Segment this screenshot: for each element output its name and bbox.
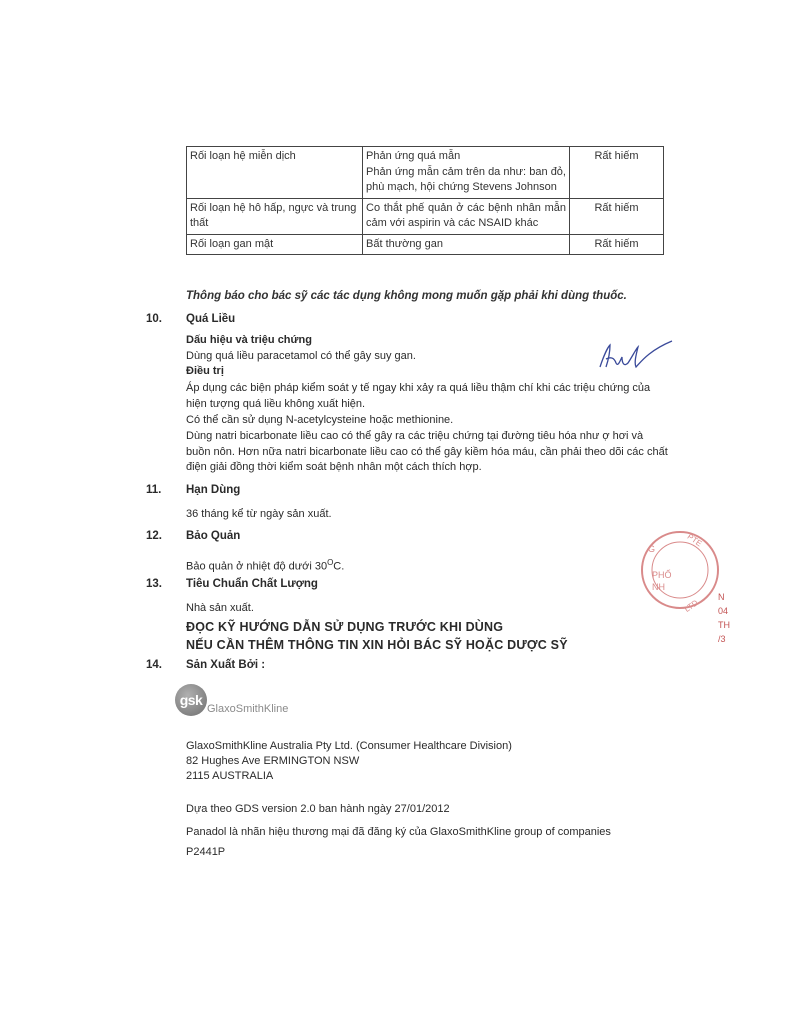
section-11-text: 36 tháng kể từ ngày sản xuất. (186, 508, 332, 520)
edge-mark: N (718, 592, 725, 602)
warning-ask-doctor: NẾU CẦN THÊM THÔNG TIN XIN HỎI BÁC SỸ HOẶC DƯỢC SỸ (186, 638, 568, 652)
gsk-logo-wordmark: GlaxoSmithKline (207, 703, 289, 715)
frequency-cell: Rất hiếm (570, 198, 664, 234)
section-13-title: Tiêu Chuẩn Chất Lượng (186, 578, 318, 590)
system-organ-class-cell: Rối loạn hệ hô hấp, ngực và trung thất (187, 198, 363, 234)
adverse-reactions-table (186, 146, 664, 255)
section-12-text: Bảo quản ở nhiệt độ dưới $30^OC$. (186, 558, 345, 573)
section-10-number: 10. (146, 313, 162, 325)
stamp-text-3: PHỐ (652, 570, 672, 580)
section-10-sub-symptoms: Dấu hiệu và triệu chứng (186, 334, 312, 346)
section-10-title: Quá Liều (186, 313, 236, 325)
document-code: P2441P (186, 846, 226, 858)
manufacturer-street: 82 Hughes Ave ERMINGTON NSW (186, 755, 360, 767)
stamp-text-5: G (648, 544, 656, 554)
frequency-cell: Rất hiếm (570, 234, 664, 255)
report-note: Thông báo cho bác sỹ các tác dụng không mong muốn gặp phải khi dùng thuốc. (186, 290, 627, 302)
signature (592, 337, 676, 377)
manufacturer-city: 2115 AUSTRALIA (186, 770, 274, 782)
stamp-text-1: PTE (685, 531, 704, 549)
warning-read-instructions: ĐỌC KỸ HƯỚNG DẪN SỬ DỤNG TRƯỚC KHI DÙNG (186, 620, 504, 634)
reaction-cell: Bất thường gan (363, 234, 570, 255)
section-12-title: Bảo Quản (186, 530, 241, 542)
section-13-number: 13. (146, 578, 162, 590)
section-13-text: Nhà sản xuất. (186, 602, 254, 614)
trademark-notice: Panadol là nhãn hiệu thương mại đã đăng ký của GlaxoSmithKline group of companies (186, 826, 611, 838)
section-11-number: 11. (146, 484, 162, 496)
edge-mark: 04 (718, 606, 729, 616)
edge-mark: TH (718, 620, 730, 630)
gsk-logo-mark: gsk (175, 684, 207, 716)
section-10-treatment-text-1: Áp dụng các biện pháp kiểm soát y tế ngay khi xảy ra quá liều thậm chí khi các triệu chứng của hiện tượng quá liều không xuất hiện. (186, 382, 651, 410)
edge-stamp-marks (718, 590, 730, 646)
section-11-title: Hạn Dùng (186, 484, 241, 496)
gds-reference: Dựa theo GDS version 2.0 ban hành ngày 27/01/2012 (186, 803, 450, 815)
stamp-text-2: LTD (682, 598, 700, 614)
section-10-treatment-text-3: Dùng natri bicarbonate liều cao có thể gây ra các triệu chứng tại đường tiêu hóa như ợ hơi và buồn nôn. Hơn nữa natri bicarbonate liều cao có thể gây kiềm hóa máu, cần phải theo dõi các chất điện giải đồng thời kiểm soát bệnh nhân một cách thích hợp. (186, 430, 668, 473)
section-12-number: 12. (146, 530, 162, 542)
table-row (187, 234, 664, 255)
edge-mark: /3 (718, 634, 726, 644)
reaction-cell: Co thắt phế quản ở các bệnh nhân mẫn cảm với aspirin và các NSAID khác (363, 198, 570, 234)
section-14-number: 14. (146, 659, 162, 671)
section-10-symptoms-text: Dùng quá liều paracetamol có thể gây suy gan. (186, 350, 416, 362)
reaction-cell: Phản ứng quá mẫn Phản ứng mẫn cảm trên da như: ban đỏ, phù mạch, hội chứng Stevens Johnson (363, 147, 570, 199)
section-10-treatment-text-2: Có thể cần sử dụng N-acetylcysteine hoặc methionine. (186, 414, 454, 426)
section-14-title: Sản Xuất Bởi : (186, 659, 266, 671)
adverse-reactions-body (187, 147, 664, 255)
company-stamp (640, 520, 720, 620)
system-organ-class-cell: Rối loạn gan mật (187, 234, 363, 255)
section-10-sub-treatment: Điều trị (186, 365, 224, 377)
manufacturer-name: GlaxoSmithKline Australia Pty Ltd. (Consumer Healthcare Division) (186, 740, 512, 752)
table-row (187, 198, 664, 234)
system-organ-class-cell: Rối loạn hệ miễn dịch (187, 147, 363, 199)
stamp-text-4: NH (652, 582, 665, 592)
table-row (187, 147, 664, 199)
frequency-cell: Rất hiếm (570, 147, 664, 199)
